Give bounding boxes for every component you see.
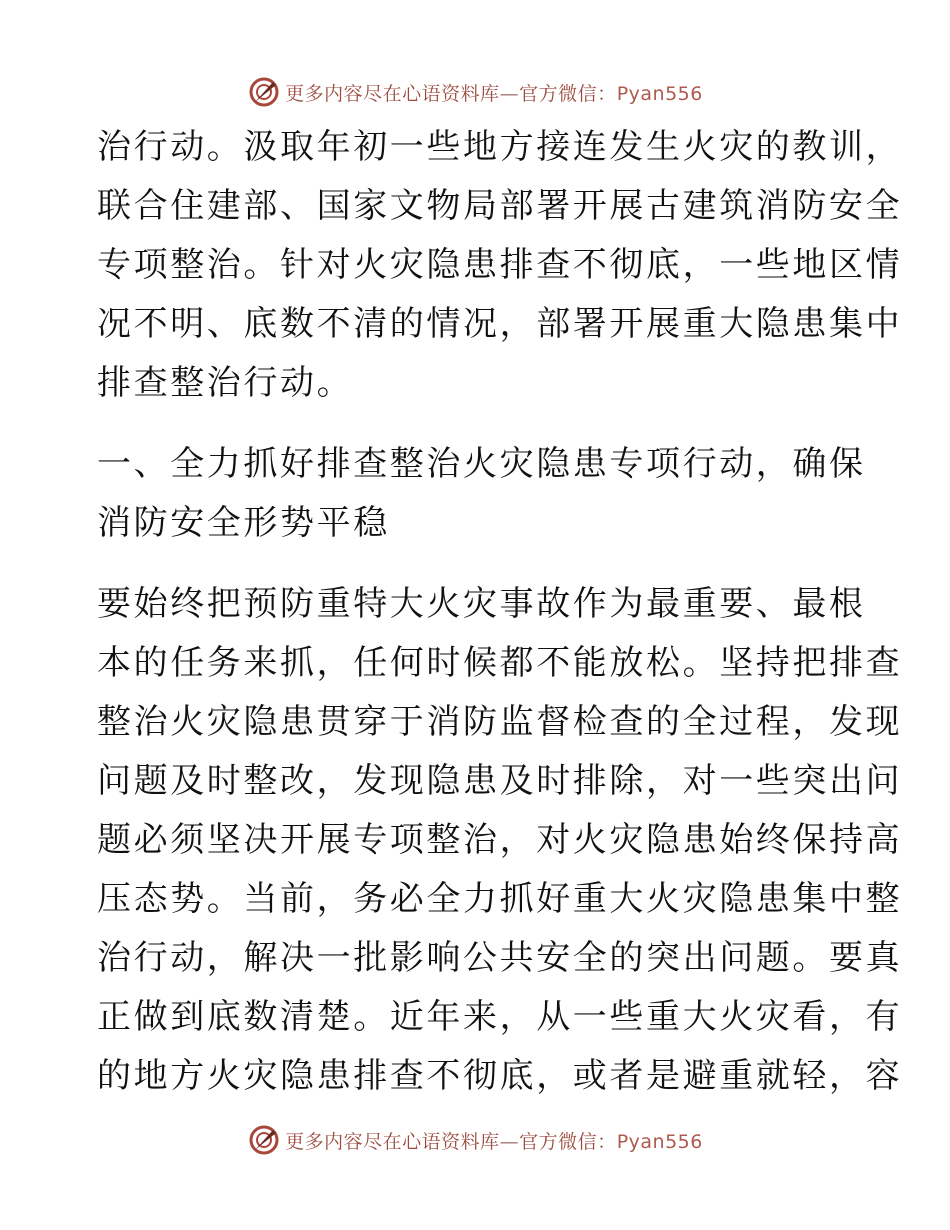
heading-line: 一、全力抓好排查整治火灾隐患专项行动，确保 bbox=[97, 444, 866, 484]
text-line: 况不明、底数不清的情况，部署开展重大隐患集中 bbox=[97, 304, 903, 344]
paragraph bbox=[97, 118, 903, 413]
header-watermark bbox=[0, 72, 950, 112]
text-line: 问题及时整改，发现隐患及时排除，对一些突出问 bbox=[97, 761, 903, 801]
paragraph bbox=[97, 575, 903, 1106]
footer-watermark bbox=[0, 1120, 950, 1160]
text-line: 题必须坚决开展专项整治，对火灾隐患始终保持高 bbox=[97, 820, 903, 860]
document-body bbox=[97, 118, 903, 1106]
text-line: 联合住建部、国家文物局部署开展古建筑消防安全 bbox=[97, 186, 903, 226]
quill-logo-icon bbox=[247, 75, 281, 109]
text-line: 排查整治行动。 bbox=[97, 363, 354, 403]
text-line: 专项整治。针对火灾隐患排查不彻底，一些地区情 bbox=[97, 245, 903, 285]
text-line: 的地方火灾隐患排查不彻底，或者是避重就轻，容 bbox=[97, 1056, 903, 1096]
heading-line: 消防安全形势平稳 bbox=[97, 503, 390, 543]
watermark-text: 更多内容尽在心语资料库—官方微信：Pyan556 bbox=[285, 1130, 703, 1153]
text-line: 压态势。当前，务必全力抓好重大火灾隐患集中整 bbox=[97, 879, 903, 919]
text-line: 要始终把预防重特大火灾事故作为最重要、最根 bbox=[97, 584, 866, 624]
quill-logo-icon bbox=[247, 1123, 281, 1157]
text-line: 本的任务来抓，任何时候都不能放松。坚持把排查 bbox=[97, 643, 903, 683]
text-line: 正做到底数清楚。近年来，从一些重大火灾看，有 bbox=[97, 997, 903, 1037]
text-line: 治行动，解决一批影响公共安全的突出问题。要真 bbox=[97, 938, 903, 978]
section-heading bbox=[97, 435, 866, 553]
watermark-text: 更多内容尽在心语资料库—官方微信：Pyan556 bbox=[285, 82, 703, 105]
text-line: 治行动。汲取年初一些地方接连发生火灾的教训， bbox=[97, 127, 903, 167]
text-line: 整治火灾隐患贯穿于消防监督检查的全过程，发现 bbox=[97, 702, 903, 742]
